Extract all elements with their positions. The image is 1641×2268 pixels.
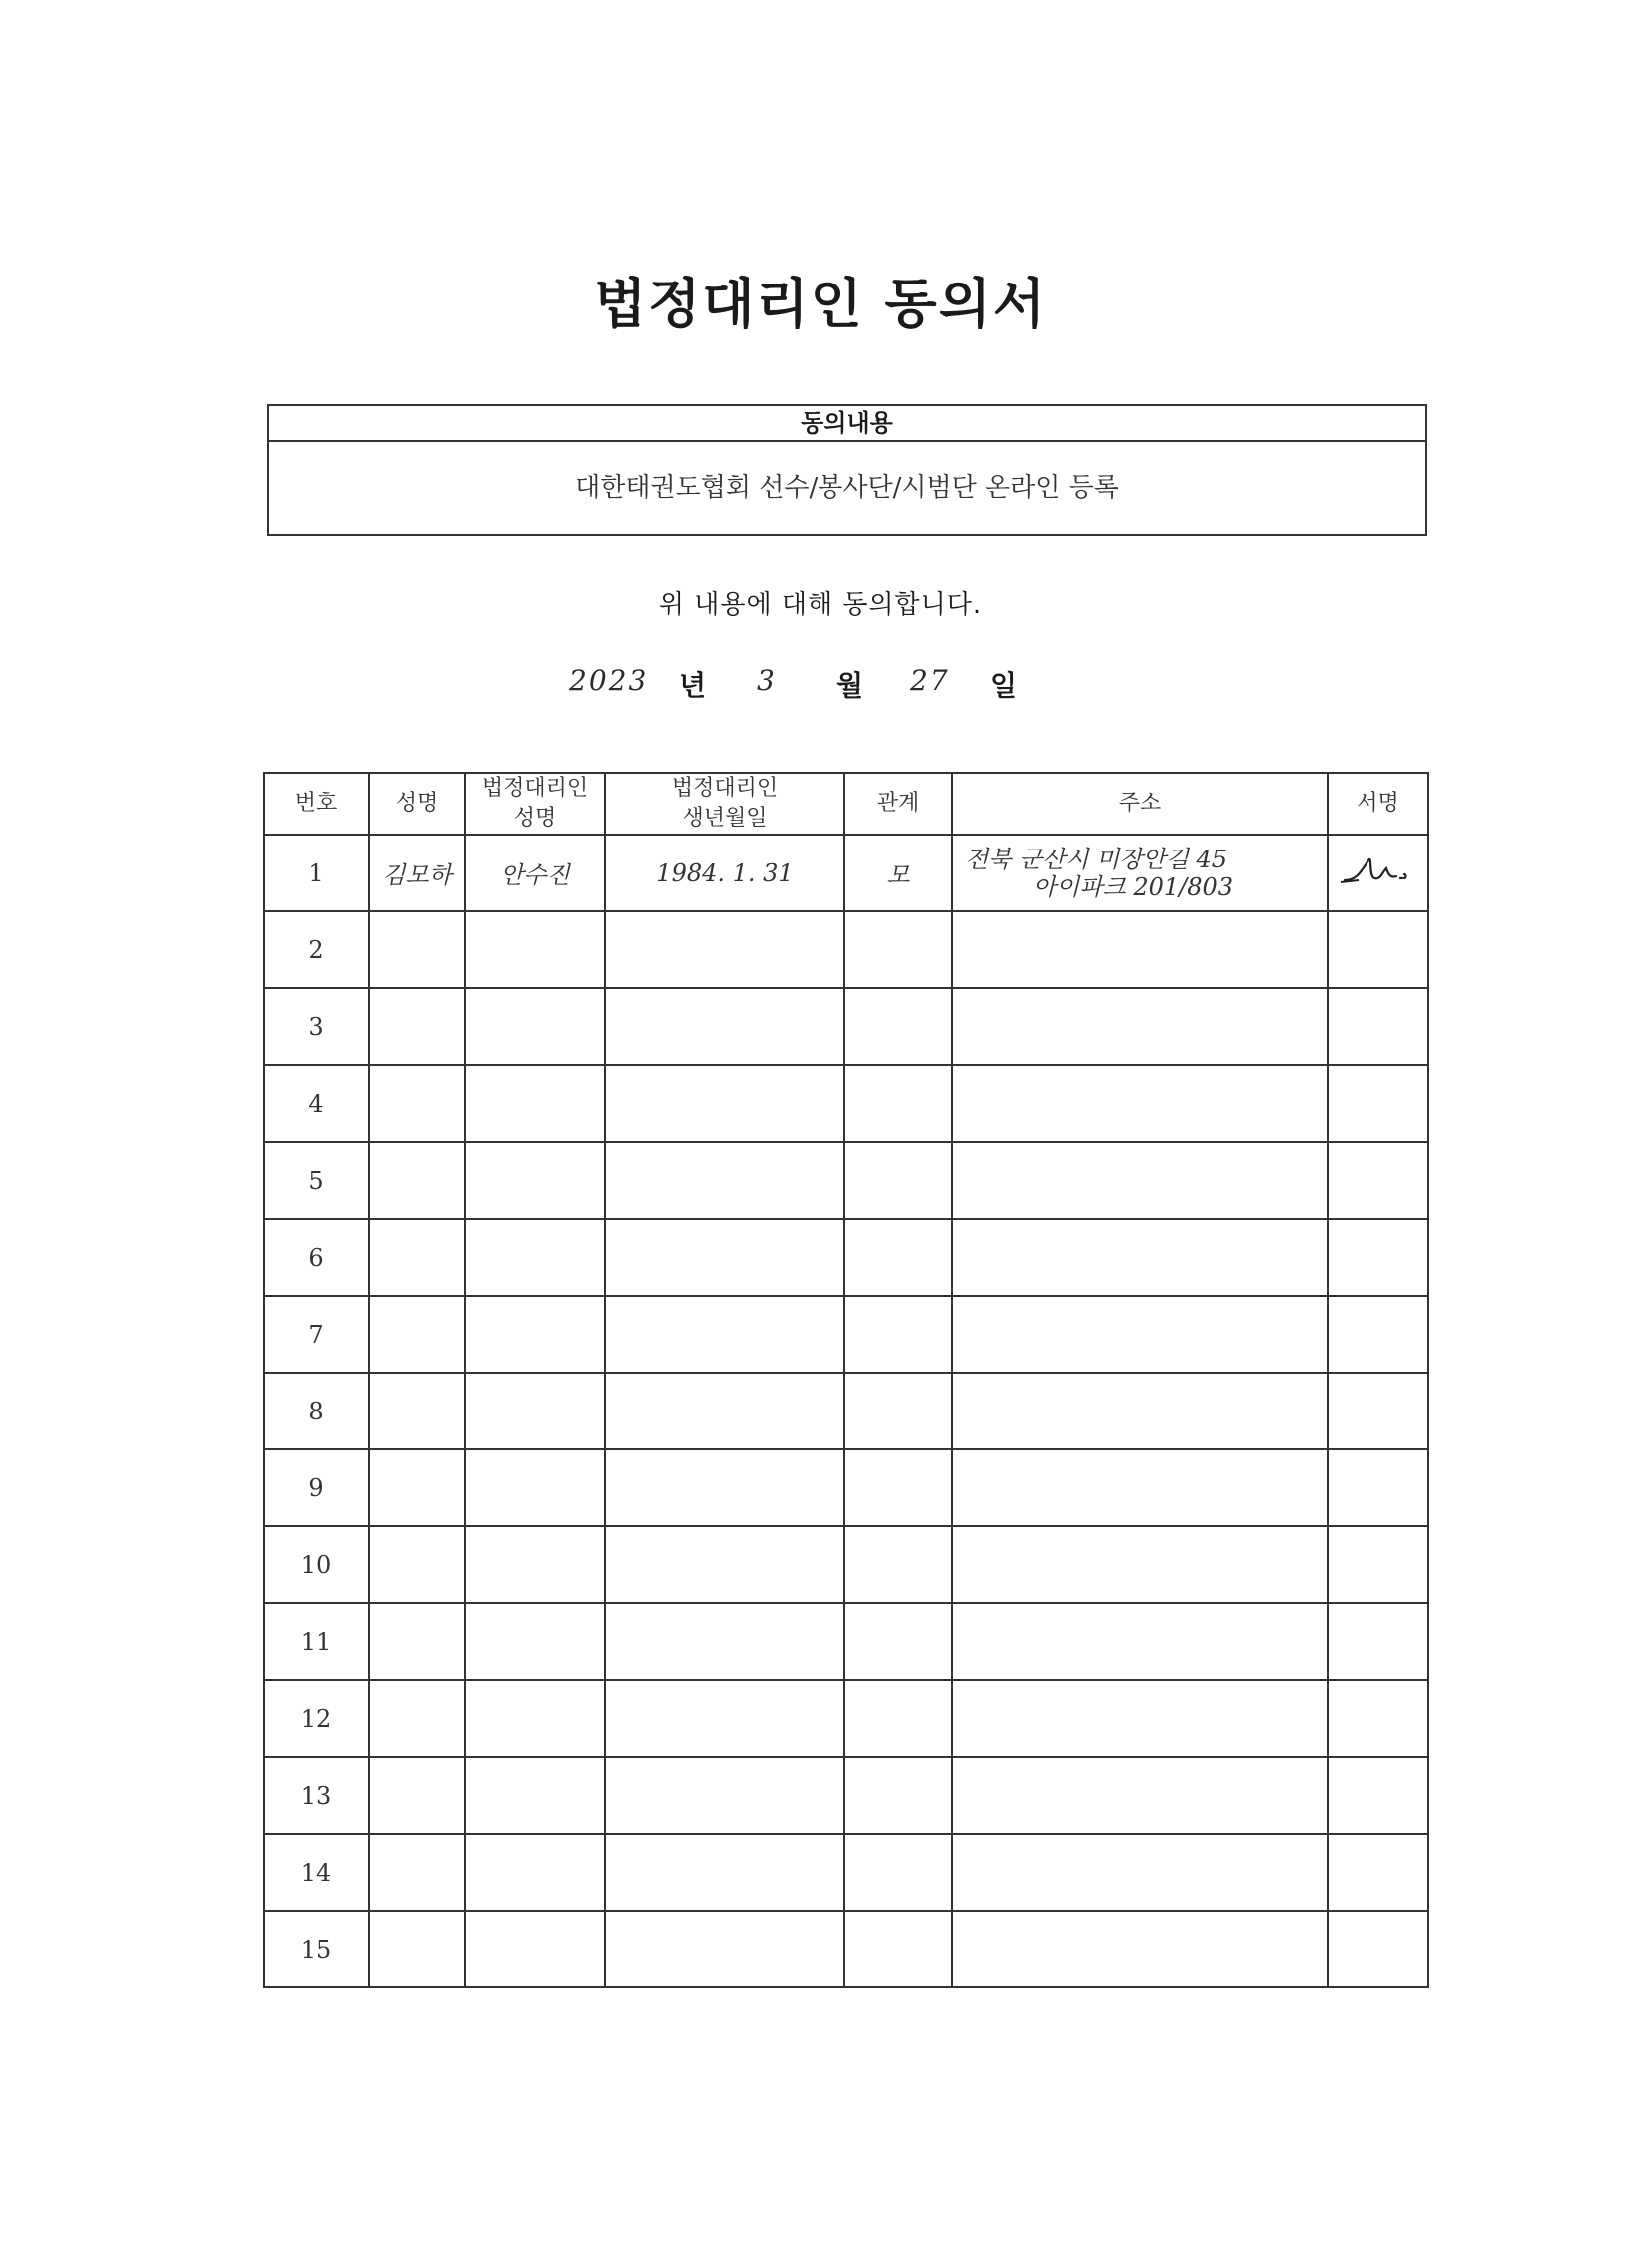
header-no: 번호 — [264, 773, 369, 835]
table-row — [264, 911, 1428, 988]
cell-address — [952, 1219, 1328, 1296]
header-guardian-birth-line1: 법정대리인 — [671, 776, 779, 801]
cell-name — [369, 1911, 465, 1987]
cell-name — [369, 1680, 465, 1757]
date-day-label: 일 — [990, 669, 1018, 702]
row-number: 6 — [264, 1219, 369, 1296]
cell-address — [952, 1449, 1328, 1526]
date-year: 2023 — [569, 664, 649, 697]
cell-guardian-birth — [605, 911, 844, 988]
cell-guardian-name — [465, 988, 605, 1065]
header-guardian-name — [465, 773, 605, 835]
cell-address — [952, 1911, 1328, 1987]
header-guardian-birth-line2: 생년월일 — [682, 806, 768, 831]
cell-guardian-birth — [605, 1373, 844, 1449]
cell-signature — [1328, 1680, 1428, 1757]
cell-relation — [844, 1449, 952, 1526]
cell-name — [369, 1834, 465, 1911]
cell-guardian-name — [465, 1449, 605, 1526]
cell-address — [952, 911, 1328, 988]
table-row — [264, 1526, 1428, 1603]
cell-address — [952, 1603, 1328, 1680]
table-header-row — [264, 773, 1428, 835]
date-year-label: 년 — [679, 669, 707, 702]
cell-signature — [1328, 1603, 1428, 1680]
consent-header: 동의내용 — [269, 406, 1425, 442]
document-title: 법정대리인 동의서 — [593, 273, 1048, 335]
signature-mark — [1339, 850, 1418, 890]
row-number: 7 — [264, 1296, 369, 1373]
cell-address — [952, 988, 1328, 1065]
cell-guardian-name — [465, 911, 605, 988]
cell-guardian-birth: 1984. 1. 31 — [605, 835, 844, 911]
header-name: 성명 — [369, 773, 465, 835]
header-guardian-name-line2: 성명 — [513, 806, 557, 831]
cell-guardian-birth — [605, 1449, 844, 1526]
cell-address — [952, 1142, 1328, 1219]
cell-relation: 모 — [844, 835, 952, 911]
cell-guardian-name — [465, 1680, 605, 1757]
cell-signature — [1328, 1911, 1428, 1987]
cell-guardian-name: 안수진 — [465, 835, 605, 911]
row-number: 10 — [264, 1526, 369, 1603]
table-row — [264, 1219, 1428, 1296]
header-guardian-birth — [605, 773, 844, 835]
cell-name — [369, 1449, 465, 1526]
row-number: 1 — [264, 835, 369, 911]
cell-name — [369, 911, 465, 988]
cell-relation — [844, 1526, 952, 1603]
cell-guardian-name — [465, 1603, 605, 1680]
agree-statement: 위 내용에 대해 동의합니다. — [658, 590, 983, 620]
cell-address — [952, 1526, 1328, 1603]
cell-name — [369, 1142, 465, 1219]
date-month-label: 월 — [836, 669, 864, 702]
cell-relation — [844, 1834, 952, 1911]
cell-guardian-name — [465, 1911, 605, 1987]
cell-relation — [844, 1680, 952, 1757]
cell-guardian-birth — [605, 1219, 844, 1296]
cell-guardian-birth — [605, 988, 844, 1065]
row-number: 3 — [264, 988, 369, 1065]
cell-name — [369, 1373, 465, 1449]
row-number: 9 — [264, 1449, 369, 1526]
table-row — [264, 988, 1428, 1065]
cell-address — [952, 835, 1328, 911]
cell-guardian-birth — [605, 1834, 844, 1911]
row-number: 11 — [264, 1603, 369, 1680]
cell-relation — [844, 1757, 952, 1834]
cell-signature — [1328, 1065, 1428, 1142]
table-row — [264, 1680, 1428, 1757]
row-number: 12 — [264, 1680, 369, 1757]
row-number: 4 — [264, 1065, 369, 1142]
header-signature: 서명 — [1328, 773, 1428, 835]
table-row — [264, 1449, 1428, 1526]
cell-guardian-name — [465, 1296, 605, 1373]
cell-guardian-birth — [605, 1911, 844, 1987]
header-relation: 관계 — [844, 773, 952, 835]
cell-guardian-name — [465, 1373, 605, 1449]
table-row — [264, 1142, 1428, 1219]
cell-name — [369, 1296, 465, 1373]
cell-name — [369, 1757, 465, 1834]
table-row — [264, 835, 1428, 911]
registration-table — [263, 772, 1429, 1988]
cell-relation — [844, 1065, 952, 1142]
table-row — [264, 1296, 1428, 1373]
row-number: 8 — [264, 1373, 369, 1449]
cell-address — [952, 1296, 1328, 1373]
cell-address — [952, 1065, 1328, 1142]
cell-name — [369, 1603, 465, 1680]
consent-box — [267, 404, 1427, 536]
header-address: 주소 — [952, 773, 1328, 835]
cell-guardian-name — [465, 1526, 605, 1603]
address-line-2: 아이파크 201/803 — [1033, 872, 1234, 901]
cell-signature — [1328, 911, 1428, 988]
cell-guardian-birth — [605, 1603, 844, 1680]
cell-name — [369, 988, 465, 1065]
table-row — [264, 1757, 1428, 1834]
date-month: 3 — [757, 664, 777, 697]
cell-relation — [844, 1911, 952, 1987]
cell-name — [369, 1065, 465, 1142]
cell-signature — [1328, 1757, 1428, 1834]
row-number: 2 — [264, 911, 369, 988]
cell-signature — [1328, 1296, 1428, 1373]
cell-relation — [844, 1142, 952, 1219]
cell-guardian-birth — [605, 1296, 844, 1373]
table-row — [264, 1834, 1428, 1911]
cell-guardian-birth — [605, 1680, 844, 1757]
cell-signature — [1328, 988, 1428, 1065]
table-row — [264, 1911, 1428, 1987]
row-number: 15 — [264, 1911, 369, 1987]
table-row — [264, 1065, 1428, 1142]
cell-address — [952, 1680, 1328, 1757]
cell-name: 김모하 — [369, 835, 465, 911]
cell-guardian-birth — [605, 1065, 844, 1142]
date-line — [559, 664, 1058, 714]
cell-name — [369, 1219, 465, 1296]
header-guardian-name-line1: 법정대리인 — [481, 776, 589, 801]
cell-relation — [844, 1603, 952, 1680]
table-row — [264, 1373, 1428, 1449]
cell-guardian-birth — [605, 1526, 844, 1603]
cell-guardian-name — [465, 1065, 605, 1142]
cell-guardian-name — [465, 1219, 605, 1296]
cell-signature — [1328, 835, 1428, 911]
date-day: 27 — [910, 664, 950, 697]
cell-signature — [1328, 1219, 1428, 1296]
cell-relation — [844, 1296, 952, 1373]
cell-guardian-name — [465, 1757, 605, 1834]
table-row — [264, 1603, 1428, 1680]
cell-guardian-birth — [605, 1757, 844, 1834]
cell-signature — [1328, 1834, 1428, 1911]
cell-guardian-name — [465, 1142, 605, 1219]
cell-guardian-birth — [605, 1142, 844, 1219]
cell-relation — [844, 911, 952, 988]
cell-signature — [1328, 1142, 1428, 1219]
row-number: 14 — [264, 1834, 369, 1911]
cell-relation — [844, 988, 952, 1065]
cell-address — [952, 1834, 1328, 1911]
cell-address — [952, 1757, 1328, 1834]
row-number: 13 — [264, 1757, 369, 1834]
cell-signature — [1328, 1526, 1428, 1603]
consent-body: 대한태권도협회 선수/봉사단/시범단 온라인 등록 — [575, 473, 1119, 503]
cell-signature — [1328, 1449, 1428, 1526]
row-number: 5 — [264, 1142, 369, 1219]
cell-relation — [844, 1219, 952, 1296]
cell-guardian-name — [465, 1834, 605, 1911]
cell-relation — [844, 1373, 952, 1449]
cell-signature — [1328, 1373, 1428, 1449]
address-line-1: 전북 군산시 미장안길 45 — [965, 845, 1228, 873]
cell-name — [369, 1526, 465, 1603]
cell-address — [952, 1373, 1328, 1449]
